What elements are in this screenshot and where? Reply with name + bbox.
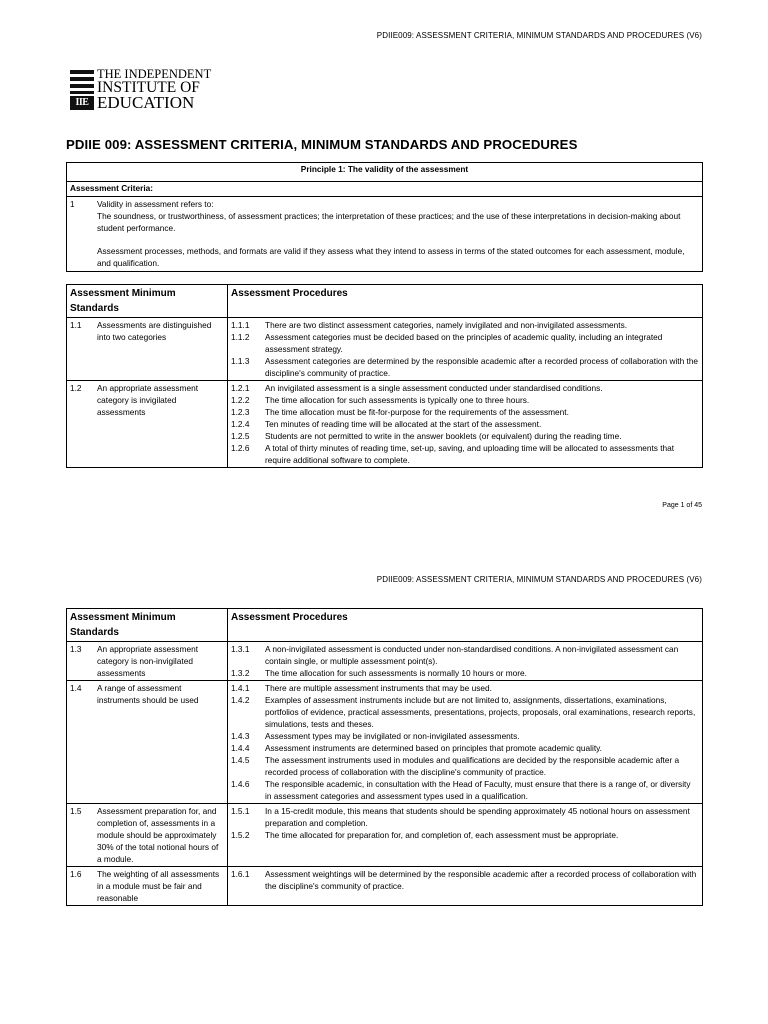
table-row (67, 867, 703, 906)
iie-logo (70, 68, 220, 112)
standards-header: Assessment Minimum Standards (67, 609, 228, 642)
principle-table (66, 162, 703, 272)
procedure-item: 1.1.1 There are two distinct assessment categories, namely invigilated and non-invigilated assessments. (231, 320, 628, 330)
logo-line-2: INSTITUTE OF (97, 79, 200, 96)
standards-header: Assessment Minimum Standards (67, 285, 228, 318)
procedure-item: 1.4.2 Examples of assessment instruments include but are not limited to, assignments, dissertations, examinations, portfolios of evidence, practical assessments, presentations, projects, proposals, oral examinations, research reports, simulations, tests and theses. (231, 695, 696, 729)
running-header: PDIIE009: ASSESSMENT CRITERIA, MINIMUM STANDARDS AND PROCEDURES (V6) (376, 575, 702, 584)
procedure-item: 1.1.3 Assessment categories are determined by the responsible academic after a recorded process of collaboration with the discipline's community of practice. (231, 356, 699, 378)
procedures-header: Assessment Procedures (228, 285, 703, 318)
criteria-heading: Assessment Criteria: (67, 182, 703, 197)
logo-line-1: THE INDEPENDENT (97, 67, 212, 81)
logo-line-3: EDUCATION (97, 93, 195, 112)
procedure-item: 1.4.1 There are multiple assessment instruments that may be used. (231, 683, 492, 693)
procedure-item: 1.2.1 An invigilated assessment is a single assessment conducted under standardised conditions. (231, 383, 603, 393)
procedure-item: 1.2.4 Ten minutes of reading time will be allocated at the start of the assessment. (231, 419, 542, 429)
criteria-number: 1 (70, 199, 75, 209)
table-row (67, 804, 703, 867)
procedure-item: 1.2.6 A total of thirty minutes of reading time, set-up, saving, and uploading time will be allocated to assessments that require additional software to complete. (231, 443, 675, 465)
procedure-item: 1.1.2 Assessment categories must be decided based on the principles of academic quality, including an integrated assessment strategy. (231, 332, 663, 354)
procedure-item: 1.5.2 The time allocated for preparation for, and completion of, each assessment must be appropriate. (231, 830, 619, 840)
standard-number: 1.5 (70, 806, 82, 816)
page-2 (0, 560, 768, 1024)
standard-text: Assessments are distinguished into two categories (97, 320, 212, 342)
procedure-item: 1.4.3 Assessment types may be invigilated or non-invigilated assessments. (231, 731, 520, 741)
standard-number: 1.3 (70, 644, 82, 654)
standard-text: An appropriate assessment category is invigilated assessments (97, 383, 199, 417)
standard-text: A range of assessment instruments should be used (97, 683, 199, 705)
procedure-item: 1.4.4 Assessment instruments are determined based on principles that promote academic quality. (231, 743, 602, 753)
table-row (67, 681, 703, 804)
table-row (67, 642, 703, 681)
table-row (67, 318, 703, 381)
document-title: PDIIE 009: ASSESSMENT CRITERIA, MINIMUM STANDARDS AND PROCEDURES (66, 137, 578, 152)
criteria-body (67, 197, 703, 272)
procedure-item: 1.6.1 Assessment weightings will be determined by the responsible academic after a recorded process of collaboration with the discipline's community of practice. (231, 869, 697, 891)
procedure-item: 1.2.2 The time allocation for such assessments is typically one to three hours. (231, 395, 530, 405)
standard-number: 1.4 (70, 683, 82, 693)
running-header: PDIIE009: ASSESSMENT CRITERIA, MINIMUM STANDARDS AND PROCEDURES (V6) (376, 31, 702, 40)
procedure-item: 1.3.1 A non-invigilated assessment is conducted under non-standardised conditions. A non-invigilated assessment can contain single, or multiple assessment point(s). (231, 644, 679, 666)
standard-text: An appropriate assessment category is non-invigilated assessments (97, 644, 199, 678)
principle-title: Principle 1: The validity of the assessment (67, 163, 703, 182)
procedure-item: 1.2.3 The time allocation must be fit-for-purpose for the requirements of the assessment. (231, 407, 569, 417)
procedure-item: 1.4.6 The responsible academic, in consultation with the Head of Faculty, must ensure that there is a range of, or diversity in assessment categories and assessment types used in a qualification. (231, 779, 691, 801)
standard-text: The weighting of all assessments in a module must be fair and reasonable (97, 869, 220, 903)
page-number: Page 1 of 45 (662, 502, 702, 509)
criteria-line: Validity in assessment refers to: (97, 199, 214, 209)
standard-text: Assessment preparation for, and completion of, assessments in a module should be approximately 30% of the total notional hours of a module. (97, 806, 219, 864)
iie-logo-mark: IIE (70, 68, 94, 110)
standard-number: 1.1 (70, 320, 82, 330)
standard-number: 1.2 (70, 383, 82, 393)
procedure-item: 1.5.1 In a 15-credit module, this means that students should be spending approximately 45 notional hours on assessment preparation and completion. (231, 806, 690, 828)
procedure-item: 1.2.5 Students are not permitted to write in the answer booklets (or equivalent) during the reading time. (231, 431, 622, 441)
criteria-line: The soundness, or trustworthiness, of assessment practices; the interpretation of these practices; and the use of these interpretations in decision-making about student performance. (97, 211, 681, 233)
procedure-item: 1.3.2 The time allocation for such assessments is normally 10 hours or more. (231, 668, 527, 678)
standards-table-page-2 (66, 608, 703, 906)
procedures-header: Assessment Procedures (228, 609, 703, 642)
standard-number: 1.6 (70, 869, 82, 879)
standards-table-page-1 (66, 284, 703, 468)
procedure-item: 1.4.5 The assessment instruments used in modules and qualifications are decided by the responsible academic after a recorded process of collaboration with the discipline's community of practice. (231, 755, 680, 777)
table-row (67, 381, 703, 468)
criteria-line: Assessment processes, methods, and formats are valid if they assess what they intend to assess in terms of the stated outcomes for each assessment, module, and qualification. (97, 246, 685, 268)
